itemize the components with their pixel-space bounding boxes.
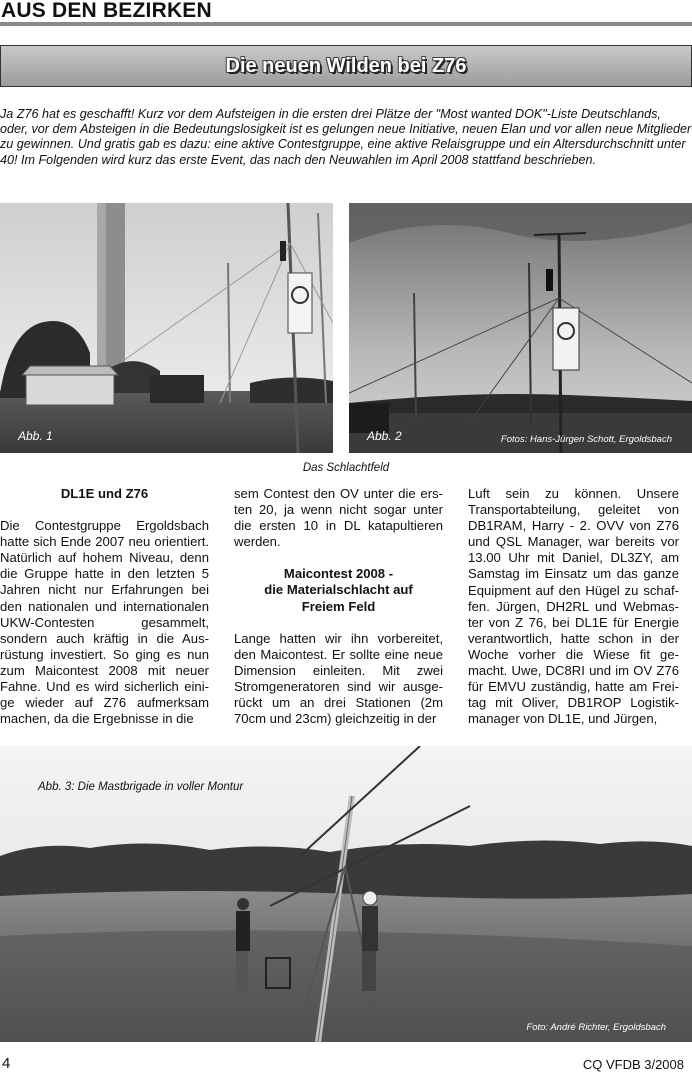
caption-abb2: Abb. 2 xyxy=(367,429,402,443)
article-title: Die neuen Wilden bei Z76 xyxy=(225,55,467,77)
photo-abb1-image xyxy=(0,203,333,453)
col1-paragraph: Die Contestgruppe Ergoldsbach hatte sich Ende 2007 neu orientiert. Natürlich auf hohem Niveau, denn die Gruppe hatte in den letzten 5 Jahren nicht nur Erfahrungen bei den nationalen und internationalen UKW-Contesten gesammelt, sondern auch kräftig in die Ausrüstung investiert. So ging es nun zum Maicontest 2008 mit neuer Fahne. Und es wird sicherlich einige wieder auf Z76 aufmerksam machen, da die Ergebnisse in die xyxy=(0,518,209,727)
section-header xyxy=(0,0,692,26)
photo-abb2-image xyxy=(349,203,692,453)
photo-credit-bottom: Foto: André Richter, Ergoldsbach xyxy=(526,1022,666,1033)
caption-abb1: Abb. 1 xyxy=(18,429,53,443)
section-title: AUS DEN BEZIRKEN xyxy=(1,0,212,22)
heading-maicontest-line1: Maicontest 2008 - xyxy=(283,566,394,582)
figure-caption-shared: Das Schlachtfeld xyxy=(302,462,390,474)
column-3 xyxy=(468,486,679,727)
photo-abb1 xyxy=(0,203,333,453)
section-rule xyxy=(0,22,692,26)
heading-maicontest xyxy=(234,566,443,614)
intro-paragraph: Ja Z76 hat es geschafft! Kurz vor dem Aufsteigen in die ersten drei Plätze der "Most wanted DOK"-Liste Deutschlands, oder, vor dem Absteigen in die Bedeutungslosigkeit ist es gelungen neue Initiative, neuen Elan und vor allen neue Mitglieder zu gewinnen. Und gratis gab es dazu: eine aktive Contestgruppe, eine aktive Relaisgruppe und ein Altersdurchschnitt unter 40! Im Folgenden wird kurz das erste Event, das nach den Neuwahlen im April 2008 stattfand beschrieben. xyxy=(0,107,692,167)
photo-abb2 xyxy=(349,203,692,453)
photo-credit-top: Fotos: Hans-Jürgen Schott, Ergoldsbach xyxy=(500,434,672,445)
article-banner xyxy=(0,45,692,87)
col2-paragraph-2: Lange hatten wir ihn vorbereitet, den Maicontest. Er sollte eine neue Dimension einleiten. Mit zwei Stromgeneratoren sind wir ausgerückt um an drei Stationen (2m 70cm und 23cm) gleichzeitig in der xyxy=(234,630,443,727)
photo-abb3 xyxy=(0,746,692,1042)
column-2 xyxy=(234,486,443,727)
col2-paragraph-1: sem Contest den OV unter die ersten 20, ja wenn nicht sogar unter die ersten 10 in DL katapultieren werden. xyxy=(234,486,443,550)
journal-issue: CQ VFDB 3/2008 xyxy=(582,1057,684,1072)
heading-maicontest-line3: Freiem Feld xyxy=(301,598,376,614)
column-1 xyxy=(0,486,209,727)
caption-abb3: Abb. 3: Die Mastbrigade in voller Montur xyxy=(38,781,244,793)
heading-dl1e: DL1E und Z76 xyxy=(60,486,149,501)
page-number: 4 xyxy=(2,1055,11,1072)
heading-maicontest-line2: die Materialschlacht auf xyxy=(264,582,413,598)
col3-paragraph: Luft sein zu können. Unsere Transportabteilung, geleitet von DB1RAM, Harry - 2. OVV von Z76 und QSL Manager, war bereits vor 13.00 Uhr mit Daniel, DL3ZY, am Samstag im Einsatz um das ganze Equipment auf den Hügel zu schaffen. Jürgen, DH2RL und Webmaster von Z 76, bei DL1E für Energie verantwortlich, hatte schon in der Woche vorher die Wiese fit gemacht. Uwe, DC8RI und im OV Z76 für EMVU zuständig, hatte am Freitag mit Oliver, DB1ROP Logistikmanager von DL1E, und Jürgen, xyxy=(468,486,679,727)
